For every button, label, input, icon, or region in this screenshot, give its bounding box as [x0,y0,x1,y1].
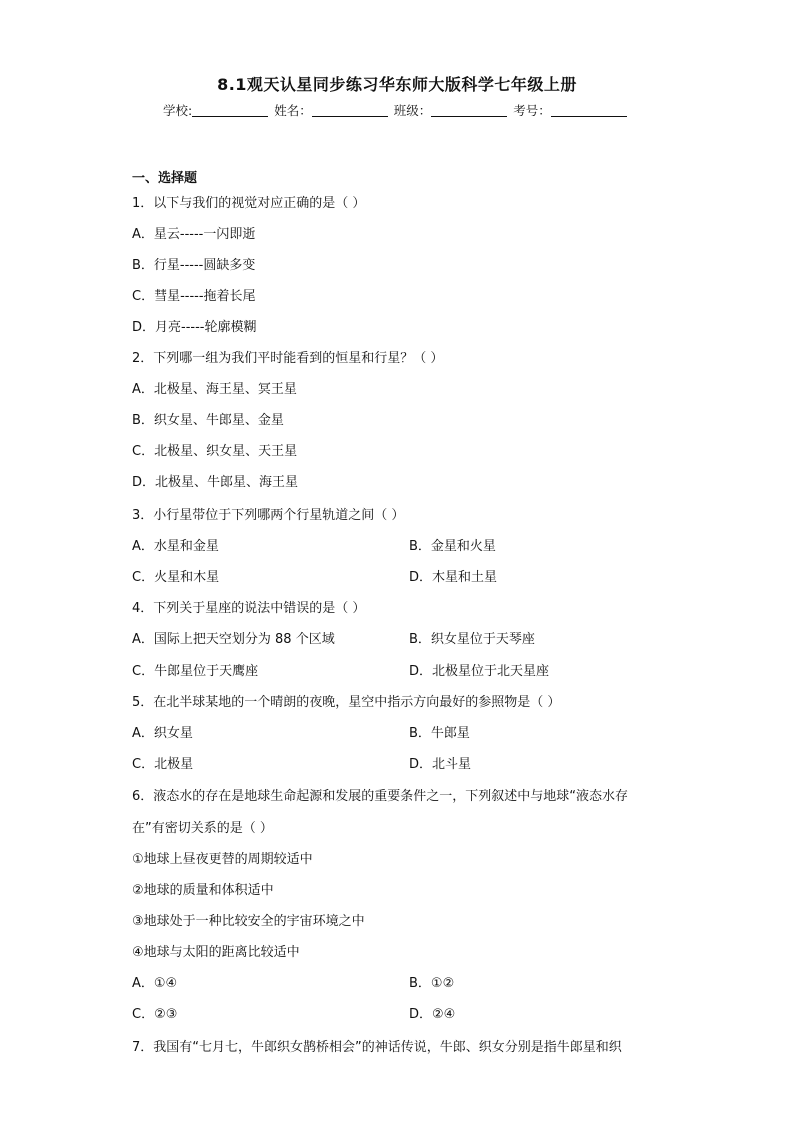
question-7: 7．我国有“七月七，牛郎织女鹊桥相会”的神话传说，牛郎、织女分别是指牛郎星和织 [132,1040,622,1055]
q3-option-d: D．木星和土星 [409,570,498,585]
q6-option-a: A．①④ [132,976,178,991]
q4-option-a: A．国际上把天空划分为 88 个区域 [132,632,335,647]
q2-option-c: C．北极星、织女星、天王星 [132,444,298,459]
number-blank [551,104,627,117]
class-blank [431,104,507,117]
question-6-line-2: 在”有密切关系的是（ ） [132,821,273,836]
q6-statement-3: ③地球处于一种比较安全的宇宙环境之中 [132,914,365,929]
question-3: 3．小行星带位于下列哪两个行星轨道之间（ ） [132,508,405,523]
q6-statement-1: ①地球上昼夜更替的周期较适中 [132,852,313,867]
q6-option-d: D．②④ [409,1007,456,1022]
q5-option-b: B．牛郎星 [409,726,470,741]
q6-statement-2: ②地球的质量和体积适中 [132,883,274,898]
name-label: 姓名： [274,103,312,118]
q1-option-a: A．星云-----一闪即逝 [132,227,256,242]
q2-option-d: D．北极星、牛郎星、海王星 [132,475,299,490]
q3-option-c: C．火星和木星 [132,570,220,585]
section-heading: 一、选择题 [132,171,198,186]
q5-option-d: D．北斗星 [409,757,472,772]
number-label: 考号： [513,103,551,118]
q6-option-c: C．②③ [132,1007,178,1022]
question-5: 5．在北半球某地的一个晴朗的夜晚，星空中指示方向最好的参照物是（ ） [132,695,561,710]
q6-option-b: B．①② [409,976,455,991]
question-4: 4．下列关于星座的说法中错误的是（ ） [132,601,366,616]
class-label: 班级： [393,103,432,118]
q1-option-c: C．彗星-----拖着长尾 [132,289,256,304]
school-blank [192,104,268,117]
q2-option-a: A．北极星、海王星、冥王星 [132,382,297,397]
q4-option-b: B．织女星位于天琴座 [409,632,535,647]
q4-option-c: C．牛郎星位于天鹰座 [132,664,259,679]
q6-statement-4: ④地球与太阳的距离比较适中 [132,945,300,960]
school-label: 学校: [163,103,193,118]
question-6-line-1: 6．液态水的存在是地球生命起源和发展的重要条件之一，下列叙述中与地球“液态水存 [132,789,629,804]
q1-option-d: D．月亮-----轮廓模糊 [132,320,257,335]
q2-option-b: B．织女星、牛郎星、金星 [132,413,284,428]
question-2: 2．下列哪一组为我们平时能看到的恒星和行星？（ ） [132,351,444,366]
q3-option-a: A．水星和金星 [132,539,219,554]
q4-option-d: D．北极星位于北天星座 [409,664,550,679]
question-1: 1．以下与我们的视觉对应正确的是（ ） [132,196,366,211]
q3-option-b: B．金星和火星 [409,539,496,554]
q1-option-b: B．行星-----圆缺多变 [132,258,256,273]
student-info-row [163,101,629,119]
q5-option-a: A．织女星 [132,726,193,741]
q5-option-c: C．北极星 [132,757,194,772]
page-title: 8.1观天认星同步练习华东师大版科学七年级上册 [217,75,577,94]
name-blank [312,104,388,117]
